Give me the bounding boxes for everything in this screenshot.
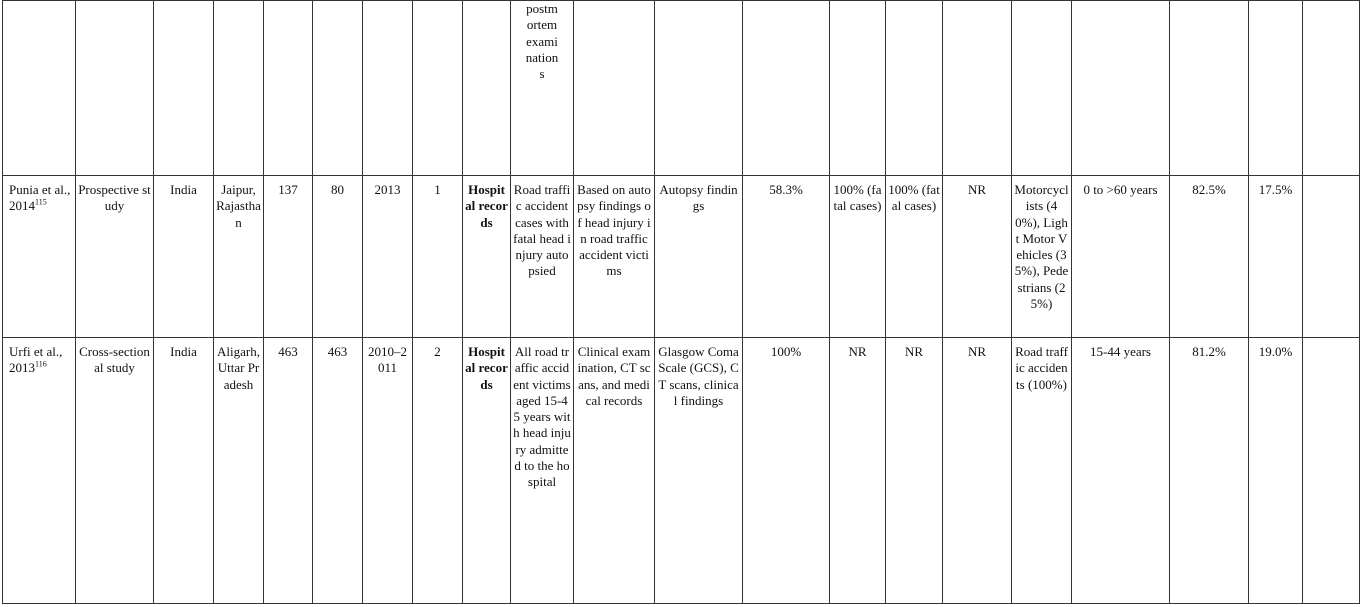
age-cell: 0 to >60 years xyxy=(1072,176,1170,338)
mortality-cell: NR xyxy=(886,338,943,604)
year-cell: 2013 xyxy=(363,176,413,338)
author-cell: Punia et al., 2014$^{115}$ xyxy=(3,176,76,338)
female-cell: 19.0% xyxy=(1249,338,1303,604)
male-cell: 81.2% xyxy=(1170,338,1249,604)
data-source-cell: Hospital records xyxy=(463,176,511,338)
country-cell: India xyxy=(154,338,214,604)
diagnosis-method-cell: Glasgow Coma Scale (GCS), CT scans, clinical findings xyxy=(655,338,743,604)
table-row xyxy=(3,176,1360,338)
severe-cell: NR xyxy=(830,338,886,604)
design-cell: Prospective study xyxy=(76,176,154,338)
author-cell: Urfi et al., 2013$^{116}$ xyxy=(3,338,76,604)
n-tbi-cell: 463 xyxy=(313,338,363,604)
n-total-cell: 463 xyxy=(264,338,313,604)
rta-proportion-cell: 58.3% xyxy=(743,176,830,338)
mechanism-cell: Motorcyclists (40%), Light Motor Vehicles (35%), Pedestrians (25%) xyxy=(1012,176,1072,338)
study-table xyxy=(2,0,1360,604)
male-cell: 82.5% xyxy=(1170,176,1249,338)
female-cell: 17.5% xyxy=(1249,176,1303,338)
population-cell: All road traffic accident victims aged 15-45 years with head injury admitted to the hospital xyxy=(511,338,574,604)
duration-cell: 2 xyxy=(413,338,463,604)
year-cell: 2010–2011 xyxy=(363,338,413,604)
n-total-cell: 137 xyxy=(264,176,313,338)
diagnosis-method-cell: Autopsy findings xyxy=(655,176,743,338)
population-cell: Road traffic accident cases with fatal head injury autopsied xyxy=(511,176,574,338)
location-cell: Aligarh, Uttar Pradesh xyxy=(214,338,264,604)
nr-cell: NR xyxy=(943,176,1012,338)
mortality-cell: 100% (fatal cases) xyxy=(886,176,943,338)
design-cell: Cross-sectional study xyxy=(76,338,154,604)
age-cell: 15-44 years xyxy=(1072,338,1170,604)
severe-cell: 100% (fatal cases) xyxy=(830,176,886,338)
n-tbi-cell: 80 xyxy=(313,176,363,338)
table-row xyxy=(3,338,1360,604)
duration-cell: 1 xyxy=(413,176,463,338)
data-source-cell: Hospital records xyxy=(463,338,511,604)
table-row-continued xyxy=(3,1,1360,176)
rta-proportion-cell: 100% xyxy=(743,338,830,604)
definition-cell: Based on autopsy findings of head injury in road traffic accident victims xyxy=(574,176,655,338)
data-source-cell: postm ortem exami nation s xyxy=(511,1,574,176)
location-cell: Jaipur, Rajasthan xyxy=(214,176,264,338)
country-cell: India xyxy=(154,176,214,338)
nr-cell: NR xyxy=(943,338,1012,604)
definition-cell: Clinical examination, CT scans, and medical records xyxy=(574,338,655,604)
mechanism-cell: Road traffic accidents (100%) xyxy=(1012,338,1072,604)
